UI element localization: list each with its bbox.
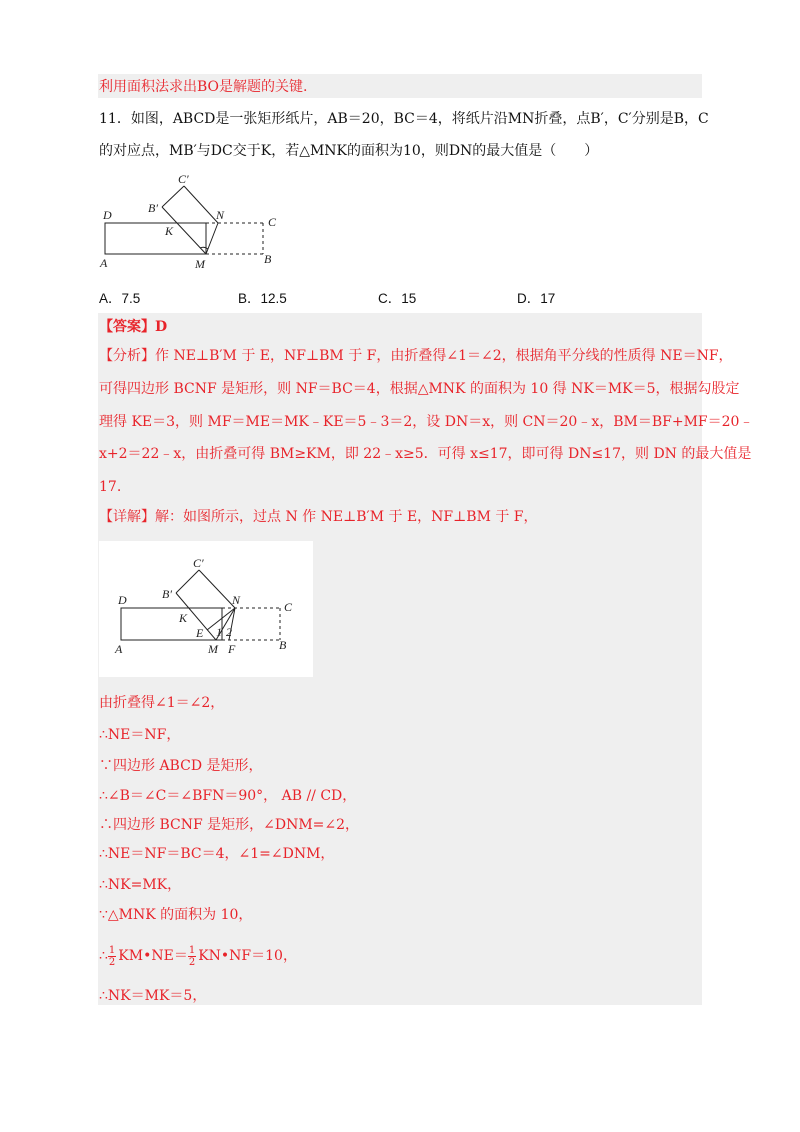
label-n: N [216,208,225,222]
fraction-part-2: KN•NF＝10， [198,948,297,964]
label-k-2: K [179,611,188,625]
step-fraction [99,936,297,976]
previous-solution-note: 利用面积法求出BO是解题的关键. [99,79,308,95]
step-6: ∴NE＝NF＝BC＝4，∠1=∠DNM， [99,846,335,862]
option-c: C．15 [378,291,417,306]
segment-bpcp-2 [176,570,199,593]
therefore-symbol: ∴ [99,948,108,964]
analysis-line-5: 17. [99,479,122,495]
option-d: D．17 [517,291,556,306]
question-line-1: 11．如图，ABCD是一张矩形纸片，AB＝20，BC＝4，将纸片沿MN折叠，点B′，C′分别是B，C [99,111,709,127]
label-n-2: N [232,593,241,607]
label-e-2: E [196,626,204,640]
option-b: B．12.5 [238,291,287,306]
label-k: K [165,224,174,238]
label-f-2: F [228,642,236,656]
option-a: A．7.5 [99,291,141,306]
solution-figure [112,552,302,662]
label-c-prime-2: C′ [193,556,204,570]
label-m: M [195,257,205,270]
label-angle-2: 2 [226,625,232,639]
label-angle-1: 1 [216,625,222,639]
detail-intro: 【详解】解：如图所示，过点 N 作 NE⊥B′M 于 E，NF⊥BM 于 F， [99,509,538,525]
label-c: C [268,215,277,229]
half-fraction-2: $\frac{1}{2}$ [188,944,196,968]
step-1: 由折叠得∠1＝∠2， [99,695,225,711]
label-c-2: C [284,600,293,614]
label-c-prime: C′ [178,172,189,186]
question-figure [96,170,286,270]
step-7: ∴NK=MK， [99,877,182,893]
fold-mn [206,223,218,254]
label-b: B [264,252,272,266]
label-b-2: B [279,638,287,652]
analysis-line-3: 理得 KE＝3，则 MF＝ME＝MK﹣KE＝5﹣3＝2，设 DN＝x，则 CN＝20﹣x，BM＝BF+MF＝20﹣ [99,414,754,430]
analysis-line-4: x+2＝22﹣x，由折叠可得 BM≥KM，即 22﹣x≥5．可得 x≤17，即可得 DN≤17，则 DN 的最大值是 [99,446,752,462]
step-last: ∴NK＝MK＝5， [99,988,207,1004]
half-fraction-1: $\frac{1}{2}$ [108,944,116,968]
rectangle-abcd-visible-2 [121,608,222,640]
label-d: D [103,208,112,222]
segment-cpn [184,186,218,223]
label-b-prime: B′ [148,201,158,215]
step-3: ∵四边形 ABCD 是矩形， [99,758,263,774]
answer-line: 【答案】D [99,319,168,335]
label-a-2: A [115,642,123,656]
label-b-prime-2: B′ [162,587,172,601]
analysis-line-1: 【分析】作 NE⊥B′M 于 E，NF⊥BM 于 F，由折叠得∠1＝∠2，根据角平分线的性质得 NE＝NF， [99,348,733,364]
step-8: ∵△MNK 的面积为 10， [99,907,253,923]
step-5: ∴四边形 BCNF 是矩形，∠DNM=∠2， [99,817,360,833]
step-4: ∴∠B＝∠C＝∠BFN＝90°， AB // CD， [99,788,357,804]
question-line-2: 的对应点，MB′与DC交于K，若△MNK的面积为10，则DN的最大值是（ ） [99,143,599,159]
label-a: A [100,256,108,270]
segment-bpcp [162,186,184,207]
step-2: ∴NE＝NF， [99,727,181,743]
fraction-part-1: KM•NE＝ [118,948,188,964]
label-d-2: D [118,593,127,607]
label-m-2: M [208,642,218,656]
segment-cpn-2 [199,570,235,608]
analysis-line-2: 可得四边形 BCNF 是矩形，则 NF＝BC＝4，根据△MNK 的面积为 10 得 NK＝MK＝5，根据勾股定 [99,381,740,397]
